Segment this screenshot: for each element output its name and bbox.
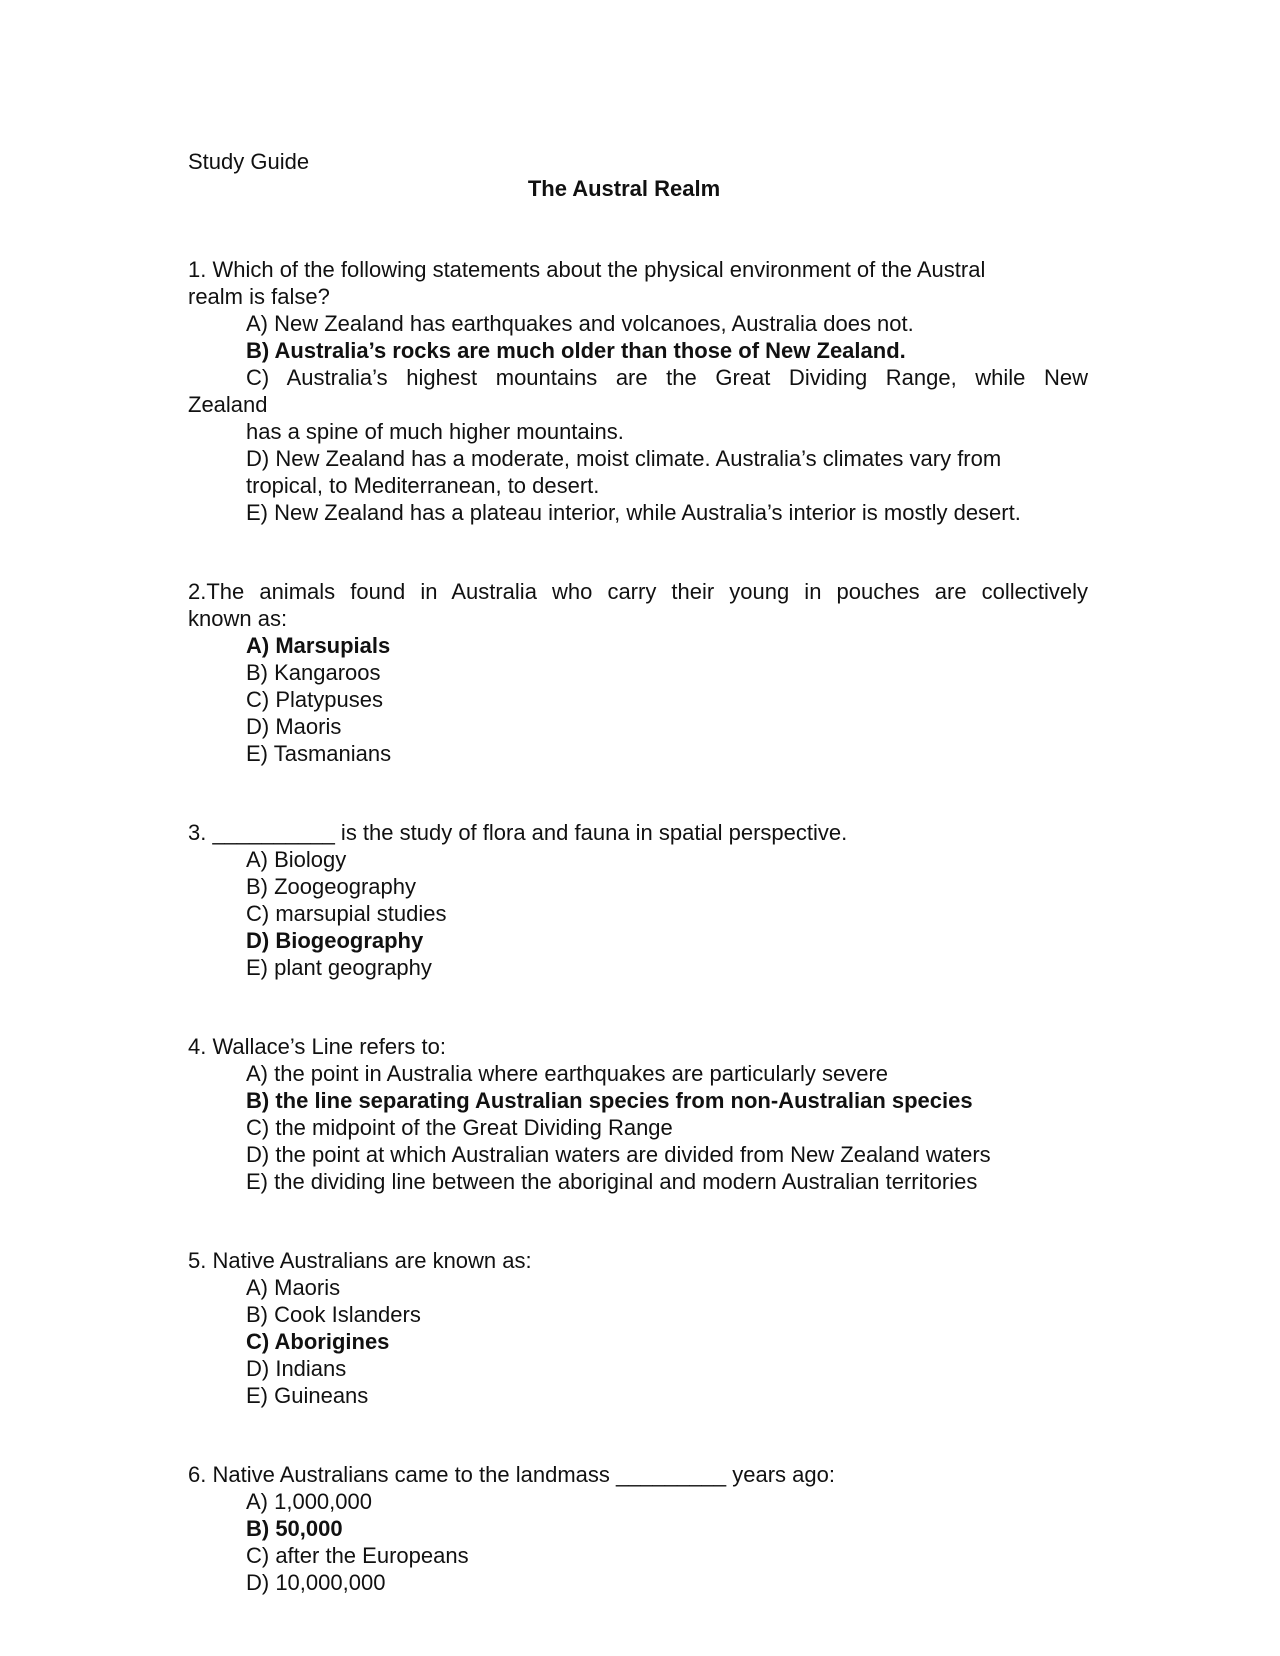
question-2-options [188,632,1088,767]
question-2-option-e: E) Tasmanians [246,741,392,766]
question-3-option-c: C) marsupial studies [246,901,447,926]
question-4-stem: 4. Wallace’s Line refers to: [188,1034,447,1059]
question-3-options [188,846,1088,981]
question-3-stem: 3. __________ is the study of flora and fauna in spatial perspective. [188,820,848,845]
question-4-option-d: D) the point at which Australian waters are divided from New Zealand waters [246,1142,991,1167]
question-2-option-a-correct: A) Marsupials [246,633,391,658]
question-3-option-e: E) plant geography [246,955,432,980]
question-6-option-a: A) 1,000,000 [246,1489,372,1514]
question-5-option-e: E) Guineans [246,1383,369,1408]
question-5-stem: 5. Native Australians are known as: [188,1248,532,1273]
question-6-stem: 6. Native Australians came to the landmass _________ years ago: [188,1462,835,1487]
question-4-option-e: E) the dividing line between the aboriginal and modern Australian territories [246,1169,978,1194]
question-2-option-d: D) Maoris [246,714,342,739]
question-2-option-b: B) Kangaroos [246,660,381,685]
question-5-option-c-correct: C) Aborigines [246,1329,390,1354]
question-5-options [188,1274,1088,1409]
question-6-option-b-correct: B) 50,000 [246,1516,343,1541]
question-1-option-e: E) New Zealand has a plateau interior, while Australia’s interior is mostly desert. [246,500,1021,525]
question-3-option-b: B) Zoogeography [246,874,416,899]
question-5-option-a: A) Maoris [246,1275,341,1300]
document-label: Study Guide [188,149,310,174]
question-2-option-c: C) Platypuses [246,687,383,712]
question-1-option-c-line-2: Zealand [188,392,268,417]
question-1 [188,256,1088,526]
question-2-stem-line-2: known as: [188,606,288,631]
question-1-option-a: A) New Zealand has earthquakes and volcanoes, Australia does not. [246,311,914,336]
question-1-option-b-correct: B) Australia’s rocks are much older than those of New Zealand. [246,338,906,363]
question-1-option-c-line-3: has a spine of much higher mountains. [246,419,624,444]
question-6-option-d: D) 10,000,000 [246,1570,386,1595]
question-3-option-a: A) Biology [246,847,347,872]
question-3 [188,819,1088,981]
question-2 [188,578,1088,767]
question-4-options [188,1060,1088,1195]
question-1-stem-line-2: realm is false? [188,284,330,309]
question-1-options [188,310,1088,526]
question-4-option-c: C) the midpoint of the Great Dividing Range [246,1115,673,1140]
question-1-option-d-line-1: D) New Zealand has a moderate, moist climate. Australia’s climates vary from [246,446,1002,471]
question-4-option-b-correct: B) the line separating Australian species from non-Australian species [246,1088,973,1113]
question-1-option-c-line-1: C) Australia’s highest mountains are the Great Dividing Range, while New [246,365,1088,390]
question-3-option-d-correct: D) Biogeography [246,928,424,953]
question-2-stem-line-1: 2.The animals found in Australia who carry their young in pouches are collectively [188,579,1088,604]
question-4-option-a: A) the point in Australia where earthquakes are particularly severe [246,1061,889,1086]
question-6-options [188,1488,1088,1596]
question-5-option-d: D) Indians [246,1356,347,1381]
question-5-option-b: B) Cook Islanders [246,1302,421,1327]
question-5 [188,1247,1088,1409]
question-6 [188,1461,1088,1596]
question-1-option-d-line-2: tropical, to Mediterranean, to desert. [246,473,600,498]
document-title: The Austral Realm [527,176,721,201]
question-4 [188,1033,1088,1195]
question-6-option-c: C) after the Europeans [246,1543,469,1568]
question-1-stem-line-1: 1. Which of the following statements about the physical environment of the Austral [188,257,986,282]
document-page [188,148,1088,1596]
